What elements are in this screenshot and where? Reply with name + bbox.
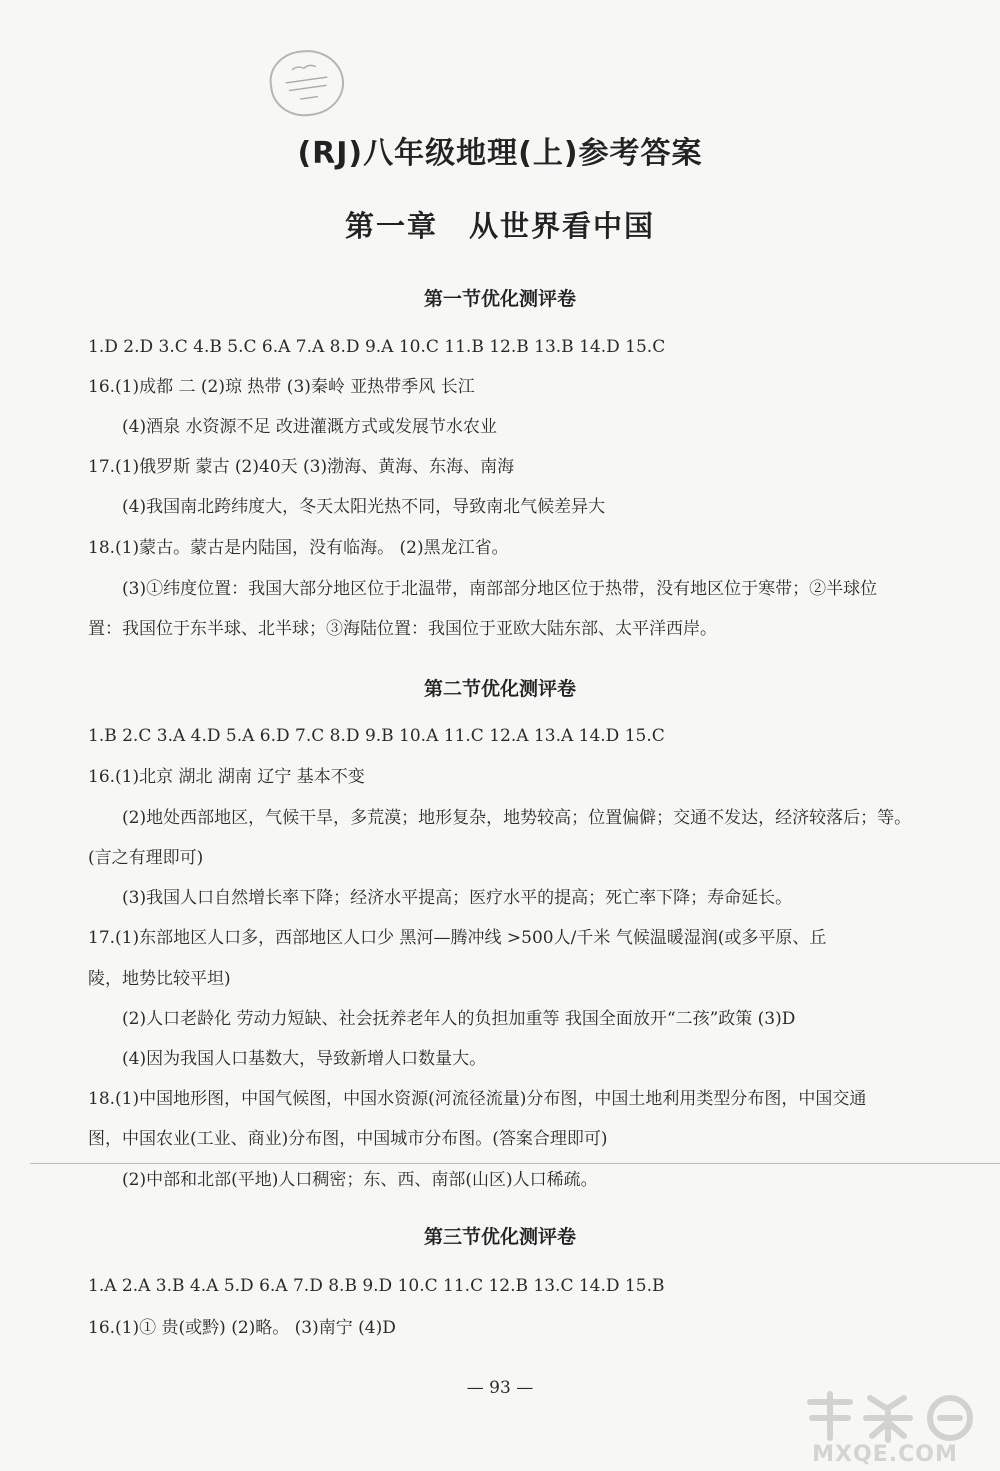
seal-stamp-icon [266,45,348,121]
answer-line: 图，中国农业(工业、商业)分布图，中国城市分布图。(答案合理即可) [88,1129,608,1149]
site-watermark [770,1388,1000,1471]
answer-line: (2)人口老龄化 劳动力短缺、社会抚养老年人的负担加重等 我国全面放开“二孩”政策 (3)D [122,1009,796,1029]
section-title: 第二节优化测评卷 [423,678,576,700]
divider-line [30,1163,1000,1164]
answer-line: (3)①纬度位置：我国大部分地区位于北温带，南部部分地区位于热带，没有地区位于寒带；②半球位 [122,579,878,599]
main-title: (RJ)八年级地理(上)参考答案 [297,136,703,171]
answer-line: (4)我国南北跨纬度大，冬天太阳光热不同，导致南北气候差异大 [122,497,606,517]
answer-line: (言之有理即可) [88,848,204,868]
answer-line: 1.D 2.D 3.C 4.B 5.C 6.A 7.A 8.D 9.A 10.C 11.B 12.B 13.B 14.D 15.C [88,337,666,357]
answer-line: (2)地处西部地区，气候干旱，多荒漠；地形复杂，地势较高；位置偏僻；交通不发达，经济较落后；等。 [122,808,912,828]
answer-line: 18.(1)蒙古。蒙古是内陆国，没有临海。 (2)黑龙江省。 [88,538,509,558]
page-number: — 93 — [466,1378,534,1398]
answer-line: 16.(1)① 贵(或黔) (2)略。 (3)南宁 (4)D [88,1318,396,1338]
answer-line: 17.(1)东部地区人口多，西部地区人口少 黑河—腾冲线 >500人/千米 气候温暖湿润(或多平原、丘 [88,928,827,948]
chapter-title: 第一章 从世界看中国 [344,209,655,243]
answer-line: 16.(1)成都 二 (2)琼 热带 (3)秦岭 亚热带季风 长江 [88,377,475,397]
section-title: 第三节优化测评卷 [423,1226,576,1248]
answer-line: 16.(1)北京 湖北 湖南 辽宁 基本不变 [88,767,365,787]
answer-line: 置：我国位于东半球、北半球；③海陆位置：我国位于亚欧大陆东部、太平洋西岸。 [88,619,717,639]
answer-line: 陵，地势比较平坦) [88,969,231,989]
answer-line: (2)中部和北部(平地)人口稠密；东、西、南部(山区)人口稀疏。 [122,1170,598,1190]
answer-line: 1.B 2.C 3.A 4.D 5.A 6.D 7.C 8.D 9.B 10.A 11.C 12.A 13.A 14.D 15.C [88,726,665,746]
answer-line: 18.(1)中国地形图，中国气候图，中国水资源(河流径流量)分布图，中国土地利用类型分布图，中国交通 [88,1089,867,1109]
answer-line: 17.(1)俄罗斯 蒙古 (2)40天 (3)渤海、黄海、东海、南海 [88,457,515,477]
watermark-text: MXQE.COM [812,1442,958,1467]
answer-line: (4)因为我国人口基数大，导致新增人口数量大。 [122,1049,487,1069]
watermark-logo-icon [800,1388,980,1444]
answer-line: 1.A 2.A 3.B 4.A 5.D 6.A 7.D 8.B 9.D 10.C 11.C 12.B 13.C 14.D 15.B [88,1276,665,1296]
answer-line: (4)酒泉 水资源不足 改进灌溉方式或发展节水农业 [122,417,497,437]
section-title: 第一节优化测评卷 [423,288,576,310]
answer-line: (3)我国人口自然增长率下降；经济水平提高；医疗水平的提高；死亡率下降；寿命延长。 [122,888,793,908]
